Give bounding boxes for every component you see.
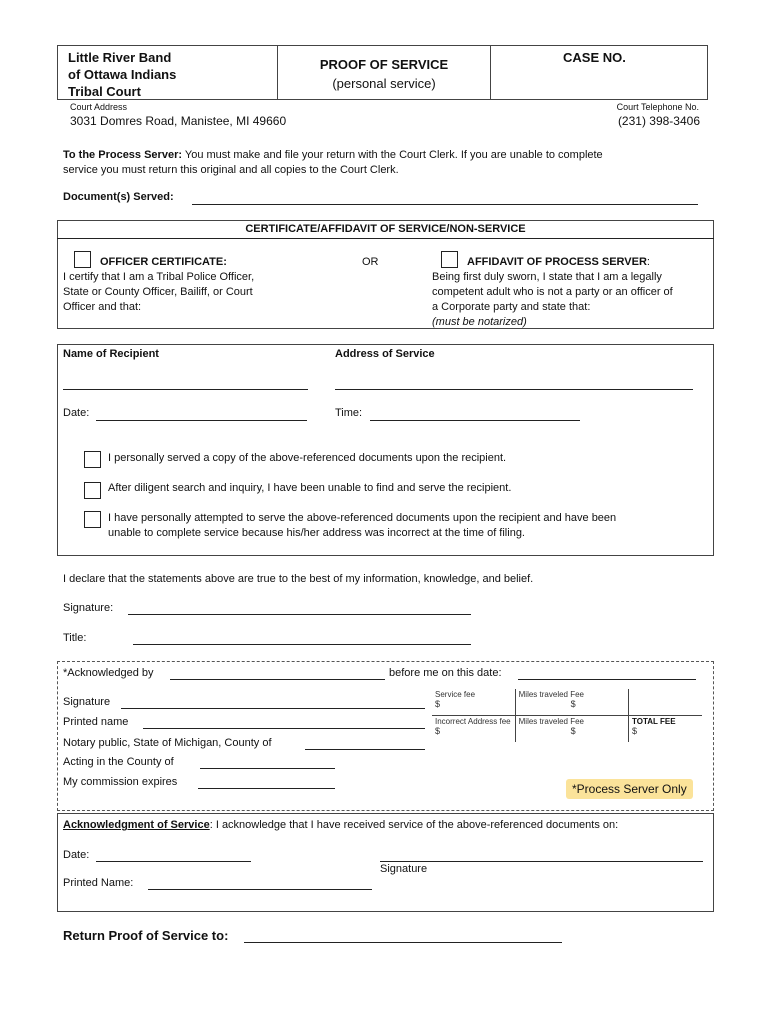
officer-certificate-checkbox[interactable] [74,251,91,268]
recipient-name-label: Name of Recipient [63,348,159,360]
court-address-label: Court Address [70,102,128,112]
affidavit-process-server-checkbox[interactable] [441,251,458,268]
personally-served-checkbox[interactable] [84,451,101,468]
date-field[interactable] [96,420,307,421]
process-server-only-label: *Process Server Only [566,779,693,799]
miles-fee-cell[interactable] [515,689,628,716]
miles-fee2-cell[interactable] [515,716,628,743]
date-label: Date: [63,407,90,419]
affidavit-title-colon: : [646,256,650,268]
affidavit-title: AFFIDAVIT OF PROCESS SERVER [467,256,647,268]
documents-served-field[interactable] [192,204,698,205]
process-server-only-note [566,782,693,796]
instructions-line-1: You must make and file your return with the Court Clerk. If you are unable to complete [182,149,603,161]
address-of-service-label: Address of Service [335,348,435,360]
or-label: OR [362,256,379,268]
notary-printed-name-label: Printed name [63,716,129,728]
court-phone: (231) 398-3406 [617,114,700,128]
affidavit-line-3: a Corporate party and state that: [432,301,591,313]
incorrect-address-fee-label: Incorrect Address fee [435,717,511,726]
fee-table-row [432,716,702,743]
incorrect-address-line-2: unable to complete service because his/her address was incorrect at the time of filing. [108,527,525,539]
notary-county-field[interactable] [305,749,425,750]
officer-line-3: Officer and that: [63,301,142,313]
personally-served-text: I personally served a copy of the above-referenced documents upon the recipient. [108,452,507,464]
empty-fee-cell [629,689,703,716]
affidavit-line-2: competent adult who is not a party or an officer of [432,286,673,298]
court-address: 3031 Domres Road, Manistee, MI 49660 [70,114,287,128]
acknowledgment-date-label: Date: [63,849,90,861]
miles-fee-currency: $ [570,699,576,709]
officer-line-1: I certify that I am a Tribal Police Officer, [63,271,255,283]
acknowledgment-signature-field[interactable] [380,861,703,862]
acknowledgment-printed-name-field[interactable] [148,889,372,890]
unable-to-find-checkbox[interactable] [84,482,101,499]
miles-fee-label: Miles traveled Fee [518,690,584,699]
notary-printed-name-field[interactable] [143,728,425,729]
incorrect-address-checkbox[interactable] [84,511,101,528]
address-of-service-field[interactable] [335,389,693,390]
incorrect-address-line-1: I have personally attempted to serve the above-referenced documents upon the recipient and have been [108,512,617,524]
court-name-line-3: Tribal Court [68,84,141,99]
declaration-statement: I declare that the statements above are true to the best of my information, knowledge, and belief. [63,573,534,585]
incorrect-address-fee-cell[interactable] [432,716,515,743]
court-phone-label: Court Telephone No. [616,102,699,112]
officer-certificate-text [63,270,254,315]
return-proof-label: Return Proof of Service to: [63,928,229,943]
declaration-title-label: Title: [63,632,87,644]
commission-expires-label: My commission expires [63,776,178,788]
acting-county-label: Acting in the County of [63,756,174,768]
acting-county-field[interactable] [200,768,335,769]
declaration-title-field[interactable] [133,644,471,645]
acknowledgment-label: Acknowledgment of Service [63,819,210,831]
time-field[interactable] [370,420,580,421]
return-proof-field[interactable] [244,942,562,943]
recipient-name-field[interactable] [63,389,308,390]
acknowledgment-signature-label: Signature [380,863,428,875]
acknowledged-by-field[interactable] [170,679,385,680]
notary-signature-field[interactable] [121,708,425,709]
form-title: PROOF OF SERVICE [319,57,449,72]
court-name-line-2: of Ottawa Indians [68,67,177,82]
acknowledgment-text-wrap [63,819,618,831]
declaration-signature-field[interactable] [128,614,471,615]
officer-line-2: State or County Officer, Bailiff, or Court [63,286,253,298]
total-fee-label: TOTAL FEE [632,717,676,726]
notary-county-label: Notary public, State of Michigan, County of [63,737,272,749]
before-me-date-field[interactable] [518,679,696,680]
acknowledgment-date-field[interactable] [96,861,251,862]
header-title-box [277,45,491,100]
case-no-label: CASE NO. [563,50,626,65]
miles-fee2-currency: $ [570,726,576,736]
before-me-label: before me on this date: [389,667,502,679]
acknowledged-by-label: *Acknowledged by [63,667,154,679]
certificate-heading: CERTIFICATE/AFFIDAVIT OF SERVICE/NON-SERVICE [245,223,526,235]
service-fee-currency: $ [435,699,441,709]
incorrect-address-fee-currency: $ [435,726,441,736]
commission-expires-field[interactable] [198,788,335,789]
acknowledgment-printed-name-label: Printed Name: [63,877,134,889]
officer-certificate-title: OFFICER CERTIFICATE: [100,256,227,268]
fee-table [432,689,702,742]
form-subtitle: (personal service) [332,76,436,91]
documents-served-label: Document(s) Served: [63,191,174,203]
instructions-lead: To the Process Server: [63,149,183,161]
instructions-line-2: service you must return this original and all copies to the Court Clerk. [63,164,399,176]
time-label: Time: [335,407,363,419]
affidavit-line-1: Being first duly sworn, I state that I am a legally [432,271,662,283]
service-fee-cell[interactable] [432,689,515,716]
affidavit-title-wrap [467,256,650,268]
unable-to-find-text: After diligent search and inquiry, I have been unable to find and serve the recipient. [108,482,512,494]
miles-fee2-label: Miles traveled Fee [518,717,584,726]
affidavit-note: (must be notarized) [432,316,527,328]
total-fee-currency: $ [632,726,638,736]
instructions [63,148,723,178]
declaration-signature-label: Signature: [63,602,114,614]
certificate-heading-divider [57,238,714,239]
affidavit-text [432,270,673,330]
incorrect-address-text [108,511,616,541]
acknowledgment-text: : I acknowledge that I have received service of the above-referenced documents on: [209,819,619,831]
total-fee-cell[interactable] [629,716,703,743]
notary-signature-label: Signature [63,696,111,708]
fee-table-row [432,689,702,716]
service-fee-label: Service fee [435,690,476,699]
court-name-line-1: Little River Band [68,50,172,65]
